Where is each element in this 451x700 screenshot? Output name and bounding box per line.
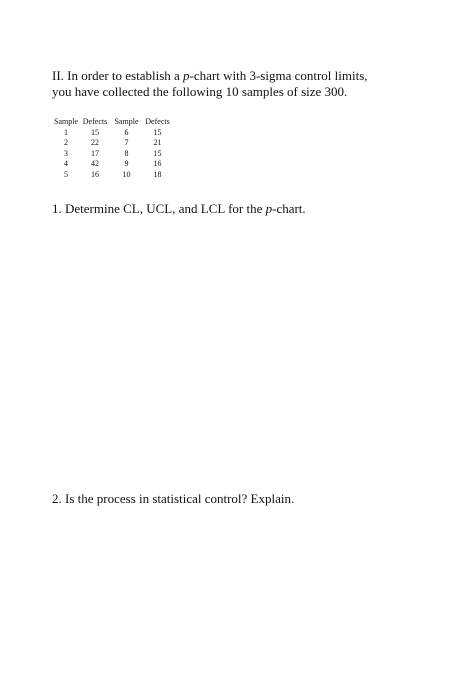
question-1 [52,201,306,217]
problem-line-1-start: II. In order to establish a [52,68,184,83]
header-defects-2: Defects [145,117,170,126]
table-cell: 16 [91,169,99,179]
problem-line-1-end: -chart with 3-sigma control limits, [189,68,368,83]
table-cell: 18 [153,169,162,179]
table-cell: 42 [91,159,99,169]
problem-line-1 [52,68,412,84]
table-cell: 22 [91,138,99,148]
table-cell: 1 [64,127,68,137]
problem-statement [52,68,412,100]
table-cell: 9 [124,159,129,169]
table-cell: 7 [124,138,129,148]
table-cell: 16 [153,159,162,169]
question-1-start: 1. Determine CL, UCL, and LCL for the [52,201,266,216]
table-cell: 15 [91,127,99,137]
table-cell: 2 [64,138,68,148]
header-sample-1: Sample [54,117,78,126]
table-cell: 15 [153,148,162,158]
table-cell: 5 [64,169,68,179]
table-row [52,159,172,170]
table-cell: 15 [153,127,162,137]
table-row [52,138,172,149]
problem-line-2: you have collected the following 10 samples of size 300. [52,84,348,99]
p-symbol: p [265,201,273,216]
table-row [52,169,172,180]
table-cell: 6 [124,127,129,137]
table-row [52,148,172,159]
question-1-end: -chart. [272,201,306,216]
table-cell: 3 [64,148,68,158]
table-cell: 8 [124,148,129,158]
header-sample-2: Sample [114,117,139,126]
table-row [52,127,172,138]
header-defects-1: Defects [82,117,108,126]
table-cell: 10 [122,169,131,179]
table-header-row [52,116,172,127]
question-2: 2. Is the process in statistical control? Explain. [52,491,295,506]
p-symbol: p [183,68,190,83]
table-cell: 21 [153,138,162,148]
defects-table [52,116,172,180]
table-cell: 17 [91,148,99,158]
table-cell: 4 [64,159,68,169]
